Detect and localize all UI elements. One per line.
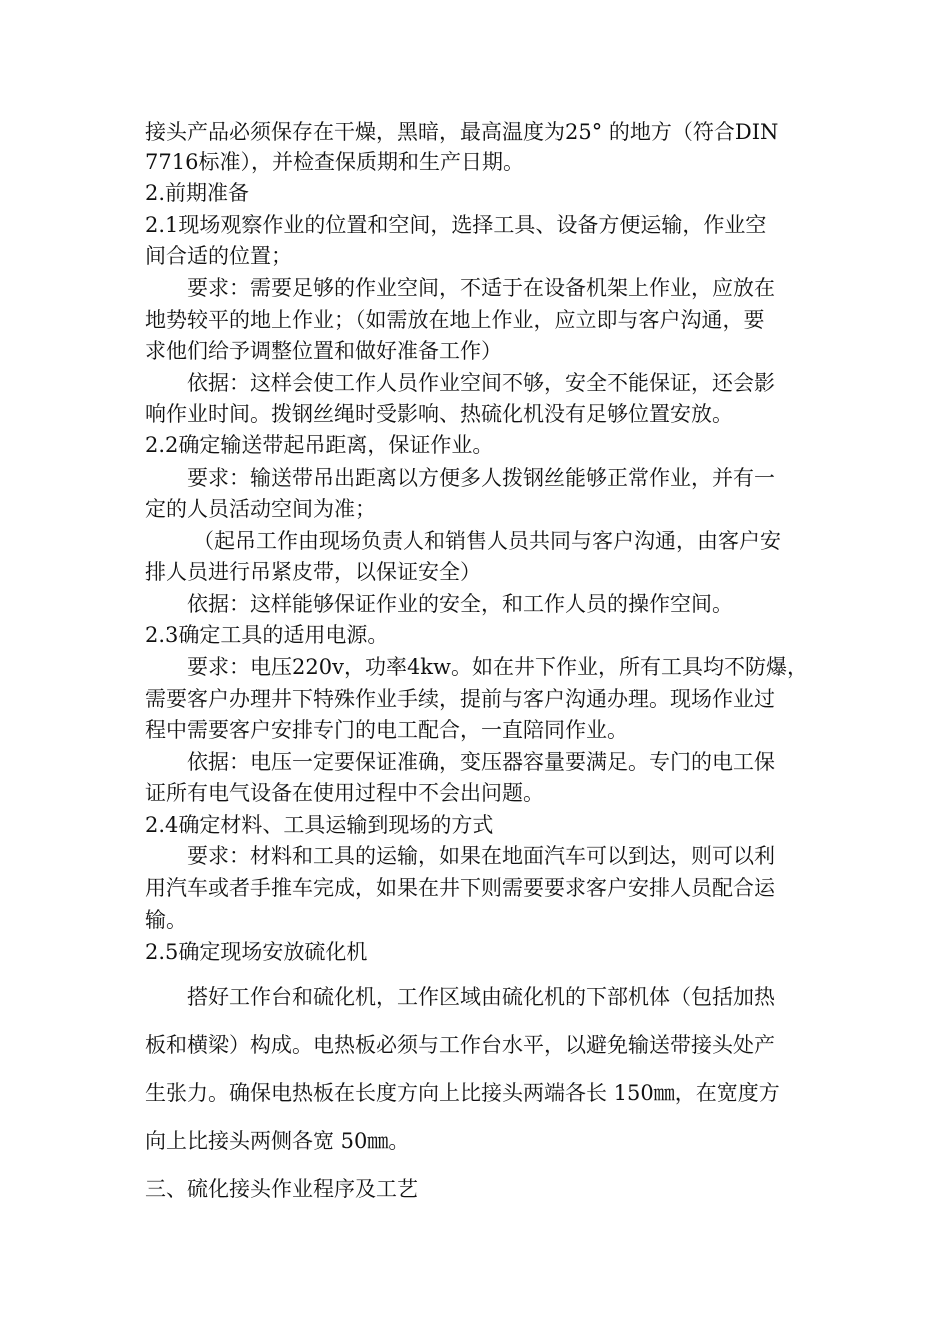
text-line: 需要客户办理井下特殊作业手续，提前与客户沟通办理。现场作业过 [145,687,775,711]
requirement-line: 要求：需要足够的作业空间，不适于在设备机架上作业，应放在 [187,276,775,300]
text-line: 地势较平的地上作业；（如需放在地上作业，应立即与客户沟通，要 [145,308,765,332]
paragraph-line: 生张力。确保电热板在长度方向上比接头两端各长 150㎜，在宽度方 [145,1081,780,1105]
subsection-heading: 2.4确定材料、工具运输到现场的方式 [145,813,494,837]
subsection-heading: 2.3确定工具的适用电源。 [145,623,389,647]
text-line: 定的人员活动空间为准； [145,497,376,521]
text-line: 证所有电气设备在使用过程中不会出问题。 [145,781,544,805]
paragraph-line: 向上比接头两侧各宽 50㎜。 [145,1129,410,1153]
text-line: 间合适的位置； [145,244,292,268]
chapter-heading: 三、硫化接头作业程序及工艺 [145,1177,418,1201]
basis-line: 依据：这样能够保证作业的安全，和工作人员的操作空间。 [187,592,733,616]
paragraph-line: 板和横梁）构成。电热板必须与工作台水平，以避免输送带接头处产 [145,1033,775,1057]
text-line: 程中需要客户安排专门的电工配合，一直陪同作业。 [145,718,628,742]
text-line: 用汽车或者手推车完成，如果在井下则需要要求客户安排人员配合运 [145,876,775,900]
text-line: 7716标准），并检查保质期和生产日期。 [145,150,524,174]
text-line: 响作业时间。拨钢丝绳时受影响、热硫化机没有足够位置安放。 [145,402,733,426]
subsection-heading: 2.2确定输送带起吊距离，保证作业。 [145,433,494,457]
paragraph-line: 搭好工作台和硫化机，工作区域由硫化机的下部机体（包括加热 [187,985,775,1009]
requirement-line: 要求：输送带吊出距离以方便多人拨钢丝能够正常作业，并有一 [187,466,775,490]
requirement-line: 要求：电压220v，功率4kw。如在井下作业，所有工具均不防爆， [187,655,809,679]
basis-line: 依据：这样会使工作人员作业空间不够，安全不能保证，还会影 [187,371,775,395]
text-line: 接头产品必须保存在干燥，黑暗，最高温度为25° 的地方（符合DIN [145,120,779,144]
section-heading: 2.前期准备 [145,181,250,205]
note-line: （起吊工作由现场负责人和销售人员共同与客户沟通，由客户安 [193,529,781,553]
requirement-line: 要求：材料和工具的运输，如果在地面汽车可以到达，则可以利 [187,844,775,868]
text-line: 输。 [145,908,187,932]
text-line: 求他们给予调整位置和做好准备工作） [145,339,502,363]
text-line: 排人员进行吊紧皮带，以保证安全） [145,560,481,584]
basis-line: 依据：电压一定要保证准确，变压器容量要满足。专门的电工保 [187,750,775,774]
subsection-heading: 2.1现场观察作业的位置和空间，选择工具、设备方便运输，作业空 [145,213,767,237]
subsection-heading: 2.5确定现场安放硫化机 [145,940,368,964]
